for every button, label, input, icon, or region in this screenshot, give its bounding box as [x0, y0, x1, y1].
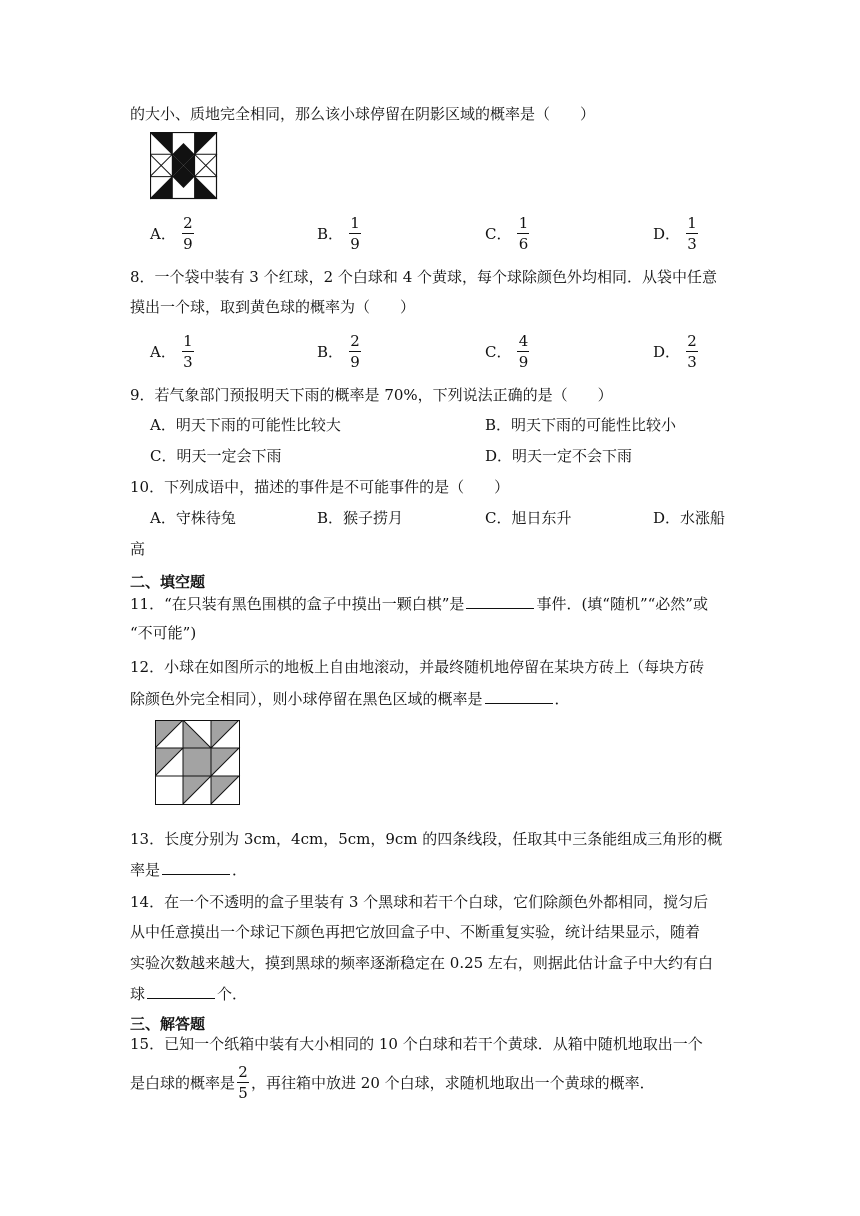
numerator: 2 — [238, 1063, 248, 1081]
q7-option-a-fraction — [182, 214, 194, 253]
q14-answer-blank[interactable] — [147, 983, 215, 999]
q11-text-part-1: 11．“在只装有黑色围棋的盒子中摸出一颗白棋”是 — [130, 595, 465, 613]
q13-text-part-2: ． — [232, 861, 248, 879]
q9-option-c[interactable]: C．明天一定会下雨 — [150, 447, 282, 465]
q8-option-a[interactable] — [150, 332, 194, 371]
q9-option-a[interactable]: A．明天下雨的可能性比较大 — [150, 416, 341, 434]
q7-option-c-label: C． — [485, 225, 512, 243]
q11-line-1 — [130, 593, 708, 614]
denominator: 3 — [183, 353, 193, 371]
denominator: 3 — [687, 235, 697, 253]
q12-floor-tile-figure — [155, 720, 241, 806]
q7-tile-figure — [150, 132, 218, 200]
q7-option-b-fraction — [349, 214, 361, 253]
q8-option-c[interactable] — [485, 332, 529, 371]
q8-option-b-label: B． — [317, 343, 344, 361]
q13-line-1: 13．长度分别为 3cm，4cm，5cm，9cm 的四条线段，任取其中三条能组成三角形的概 — [130, 830, 723, 848]
q8-option-d[interactable] — [653, 332, 698, 371]
numerator: 2 — [350, 332, 360, 350]
q7-option-a-label: A． — [150, 225, 176, 243]
q7-option-d-label: D． — [653, 225, 681, 243]
q8-option-d-label: D． — [653, 343, 681, 361]
q12-answer-blank[interactable] — [485, 688, 553, 704]
q14-line-4 — [130, 983, 247, 1004]
section-heading-fill-in: 二、填空题 — [130, 573, 206, 591]
q14-text-part-2: 个． — [217, 985, 248, 1003]
q10-option-d[interactable]: D．水涨船 — [653, 509, 726, 527]
numerator: 1 — [687, 214, 697, 232]
q14-line-3: 实验次数越来越大，摸到黑球的频率逐渐稳定在 0.25 左右，则据此估计盒子中大约有白 — [130, 954, 713, 972]
q8-option-a-fraction — [182, 332, 194, 371]
q13-answer-blank[interactable] — [162, 859, 230, 875]
numerator: 4 — [518, 332, 529, 350]
denominator: 9 — [183, 235, 193, 253]
denominator: 9 — [518, 353, 529, 371]
q11-line-2: “不可能”) — [130, 624, 197, 642]
q8-option-b[interactable] — [317, 332, 361, 371]
q12-line-1: 12．小球在如图所示的地板上自由地滚动，并最终随机地停留在某块方砖上（每块方砖 — [130, 658, 705, 676]
q7-option-b-label: B． — [317, 225, 344, 243]
numerator: 2 — [183, 214, 193, 232]
q7-option-c-fraction — [517, 214, 529, 253]
denominator: 9 — [350, 353, 360, 371]
q7-option-d-fraction — [686, 214, 698, 253]
q9-text: 9．若气象部门预报明天下雨的概率是 70%，下列说法正确的是（ ） — [130, 386, 613, 404]
q8-line-2: 摸出一个球，取到黄色球的概率为（ ） — [130, 298, 416, 316]
q8-option-d-fraction — [686, 332, 698, 371]
numerator: 1 — [183, 332, 193, 350]
q13-text-part-1: 率是 — [130, 861, 161, 879]
q15-fraction — [237, 1063, 249, 1102]
q8-option-c-fraction — [517, 332, 529, 371]
denominator: 6 — [518, 235, 529, 253]
q10-option-c[interactable]: C．旭日东升 — [485, 509, 572, 527]
q12-line-2 — [130, 688, 570, 709]
q8-option-b-fraction — [349, 332, 361, 371]
q15-text-part-1: 是白球的概率是 — [130, 1074, 236, 1092]
q10-option-a[interactable]: A．守株待兔 — [150, 509, 236, 527]
q15-line-1: 15．已知一个纸箱中装有大小相同的 10 个白球和若干个黄球．从箱中随机地取出一个 — [130, 1035, 703, 1053]
q13-line-2 — [130, 859, 247, 880]
q9-option-b[interactable]: B．明天下雨的可能性比较小 — [485, 416, 677, 434]
q15-text-part-2: ，再往箱中放进 20 个白球，求随机地取出一个黄球的概率． — [251, 1074, 655, 1092]
q11-text-part-2: 事件．(填“随机”“必然”或 — [536, 595, 708, 613]
q7-option-d[interactable] — [653, 214, 698, 253]
q10-option-d-wrap: 高 — [130, 540, 146, 558]
q14-line-1: 14．在一个不透明的盒子里装有 3 个黑球和若干个白球，它们除颜色外都相同，搅匀后 — [130, 893, 709, 911]
denominator: 5 — [238, 1084, 248, 1102]
q9-option-d[interactable]: D．明天一定不会下雨 — [485, 447, 633, 465]
q15-line-2 — [130, 1063, 655, 1102]
q7-option-c[interactable] — [485, 214, 529, 253]
q10-text: 10．下列成语中，描述的事件是不可能事件的是（ ） — [130, 478, 510, 496]
q7-option-b[interactable] — [317, 214, 361, 253]
q8-line-1: 8．一个袋中装有 3 个红球，2 个白球和 4 个黄球，每个球除颜色外均相同．从袋中任意 — [130, 268, 718, 286]
q14-text-part-1: 球 — [130, 985, 146, 1003]
numerator: 1 — [518, 214, 529, 232]
denominator: 3 — [687, 353, 697, 371]
q11-answer-blank[interactable] — [466, 593, 534, 609]
section-heading-solutions: 三、解答题 — [130, 1015, 206, 1033]
q14-line-2: 从中任意摸出一个球记下颜色再把它放回盒子中、不断重复实验，统计结果显示，随着 — [130, 923, 701, 941]
q10-option-b[interactable]: B．猴子捞月 — [317, 509, 404, 527]
q12-text-part-1: 除颜色外完全相同），则小球停留在黑色区域的概率是 — [130, 690, 483, 708]
q8-option-a-label: A． — [150, 343, 176, 361]
numerator: 2 — [687, 332, 697, 350]
q8-option-c-label: C． — [485, 343, 512, 361]
denominator: 9 — [350, 235, 360, 253]
q7-option-a[interactable] — [150, 214, 194, 253]
numerator: 1 — [350, 214, 360, 232]
q7-text: 的大小、质地完全相同，那么该小球停留在阴影区域的概率是（ ） — [130, 105, 596, 123]
q12-text-part-2: ． — [554, 690, 570, 708]
